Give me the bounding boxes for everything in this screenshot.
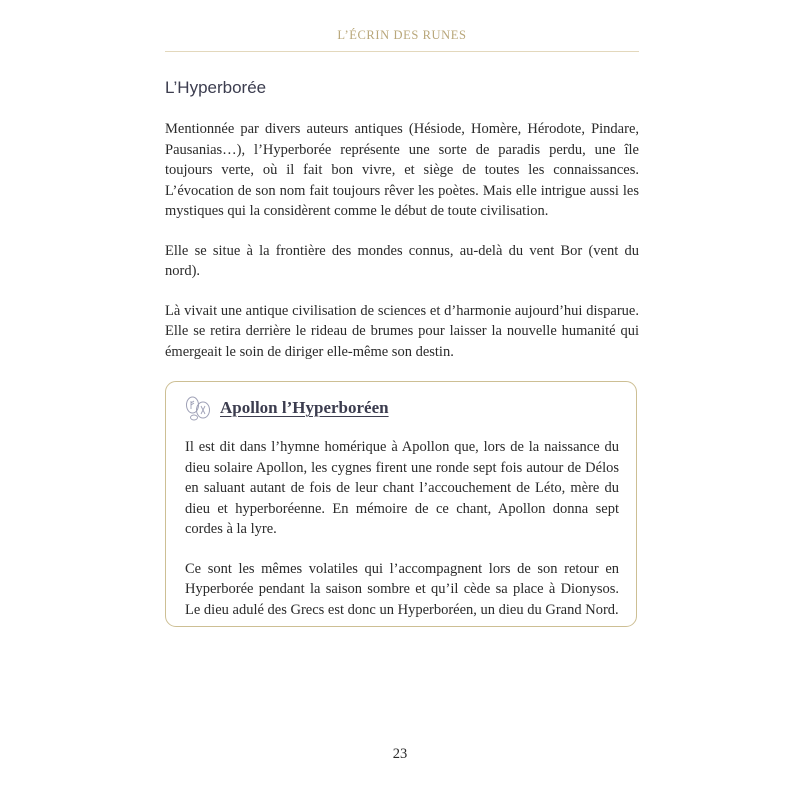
paragraph: Il est dit dans l’hymne homérique à Apollon que, lors de la naissance du dieu solaire Apollon, les cygnes firent une ronde sept fois autour de Délos en saluant autant de fois de leur chant l’accouchement de Léto, mère du dieu et hyperboréenne. En mémoire de ce chant, Apollon donna sept cordes à la lyre. bbox=[185, 439, 619, 537]
info-box-text bbox=[185, 437, 619, 639]
paragraph: Mentionnée par divers auteurs antiques (Hésiode, Homère, Hérodote, Pindare, Pausanias…), l’Hyperborée représente une sorte de paradis perdu, une île toujours verte, où il fait bon vivre, et siège de toutes les connaissances. L’évocation de son nom fait toujours rêver les poètes. Mais elle intrigue aussi les mystiques qui la considèrent comme le début de toute civilisation. bbox=[165, 121, 639, 219]
runes-stones-icon bbox=[184, 394, 212, 422]
paragraph: Elle se situe à la frontière des mondes connus, au-delà du vent Bor (vent du nord). bbox=[165, 242, 639, 279]
paragraph: Là vivait une antique civilisation de sciences et d’harmonie aujourd’hui disparue. Elle se retira derrière le rideau de brumes pour laisser la nouvelle humanité qui émergeait le soin de diriger elle-même son destin. bbox=[165, 302, 639, 360]
paragraph: Ce sont les mêmes volatiles qui l’accompagnent lors de son retour en Hyperborée pendant la saison sombre et qu’il cède sa place à Dionysos. Le dieu adulé des Grecs est donc un Hyperboréen, un dieu du Grand Nord. bbox=[185, 560, 619, 618]
running-header: L’ÉCRIN DES RUNES bbox=[165, 28, 639, 52]
info-box bbox=[165, 381, 637, 627]
page-number: 23 bbox=[392, 746, 408, 762]
main-text bbox=[165, 119, 639, 381]
info-box-header bbox=[184, 394, 389, 422]
info-box-title: Apollon l’Hyperboréen bbox=[220, 398, 389, 417]
section-title: L’Hyperborée bbox=[165, 78, 267, 97]
